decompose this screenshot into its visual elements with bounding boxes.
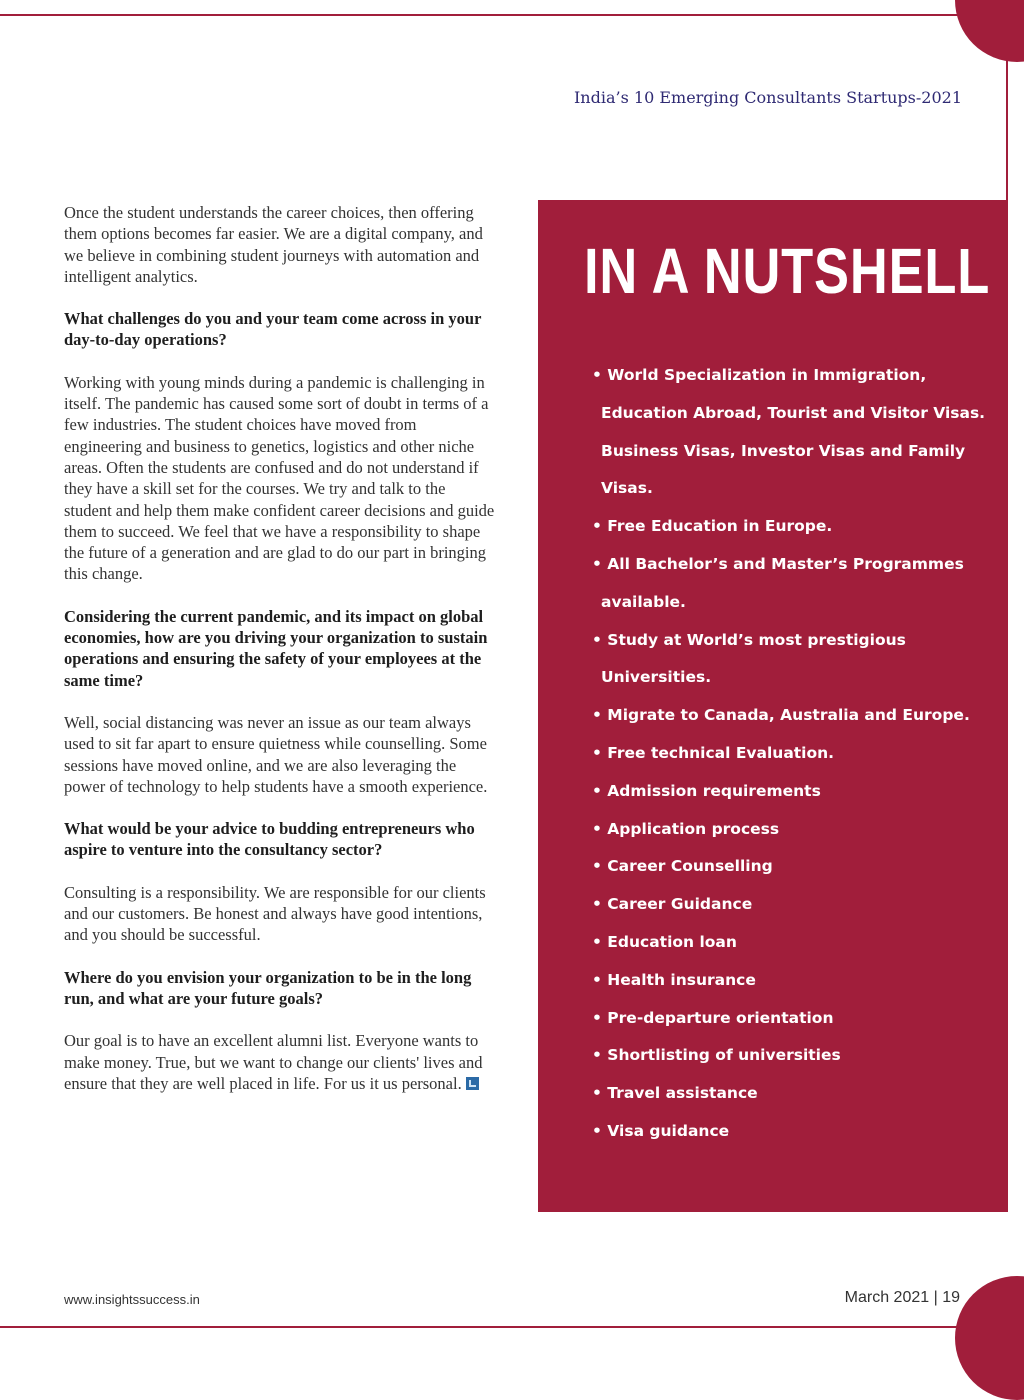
magazine-header-title: India’s 10 Emerging Consultants Startups-2021 [573, 88, 962, 107]
footer-page-number: March 2021 | 19 [844, 1289, 960, 1306]
interview-question: What challenges do you and your team come across in your day-to-day operations? [64, 309, 482, 350]
bottom-rule [0, 1326, 975, 1328]
right-edge-rule [1006, 40, 1008, 200]
list-item: • All Bachelor’s and Master’s Programmes [592, 554, 964, 573]
list-item: Business Visas, Investor Visas and Family [601, 441, 966, 460]
corner-circle-top [955, 0, 1024, 62]
list-item: • World Specialization in Immigration, [592, 366, 927, 384]
corner-circle-bottom [955, 1276, 1024, 1400]
list-item: • Free Education in Europe. [592, 517, 833, 536]
list-item: • Career Counselling [592, 857, 773, 876]
list-item: Universities. [601, 668, 712, 687]
footer-website: www.insightssuccess.in [64, 1292, 200, 1307]
list-item: • Shortlisting of universities [592, 1046, 841, 1065]
nutshell-panel [538, 200, 1008, 1212]
nutshell-title: IN A NUTSHELL [584, 235, 991, 307]
list-item: • Free technical Evaluation. [592, 743, 835, 762]
list-item: • Visa guidance [592, 1121, 730, 1140]
article-final-paragraph [64, 1030, 496, 1094]
list-item: • Health insurance [592, 970, 756, 989]
article-paragraph: Consulting is a responsibility. We are responsible for our clients and our customers. Be honest and always have good intentions, and you should be successful. [64, 882, 486, 945]
interview-question: Considering the current pandemic, and its impact on global economies, how are you driving your organization to sustain operations and ensuring the safety of your employees at the same time? [64, 606, 488, 690]
magazine-logo-icon [466, 1077, 479, 1090]
list-item: Education Abroad, Tourist and Visitor Visas. [601, 403, 986, 422]
list-item: • Admission requirements [592, 781, 821, 800]
interview-question: What would be your advice to budding entrepreneurs who aspire to venture into the consultancy sector? [64, 819, 475, 860]
top-rule [0, 14, 975, 16]
nutshell-list [592, 357, 1002, 1151]
article-paragraph: Once the student understands the career choices, then offering them options becomes far easier. We are a digital company, and we believe in combining student journeys with automation and intelligent analytics. [64, 203, 483, 286]
list-item: • Study at World’s most prestigious [592, 630, 906, 649]
list-item: • Education loan [592, 932, 737, 951]
article-body [64, 202, 496, 1115]
list-item: available. [601, 592, 686, 611]
article-paragraph: Working with young minds during a pandemic is challenging in itself. The pandemic has caused some sort of doubt in terms of a few industries. The student choices have moved from engineering and business to genetics, logistics and other niche areas. Often the students are confused and do not understand if they have a skill set for the courses. We try and talk to the student and help them make confident career decisions and guide them to succeed. We feel that we have a responsibility to shape the future of a generation and are glad to do our part in bringing this change. [64, 372, 495, 584]
article-paragraph: Well, social distancing was never an issue as our team always used to sit far apart to ensure quietness while counselling. Some sessions have moved online, and we are also leveraging the power of technology to help students have a smooth experience. [64, 712, 488, 796]
interview-question: Where do you envision your organization to be in the long run, and what are your future goals? [64, 967, 472, 1008]
list-item: • Pre-departure orientation [592, 1008, 834, 1027]
list-item: • Travel assistance [592, 1084, 758, 1103]
list-item: • Career Guidance [592, 895, 753, 914]
list-item: • Migrate to Canada, Australia and Europe. [592, 706, 970, 725]
list-item: Visas. [601, 479, 653, 498]
article-final-text: Our goal is to have an excellent alumni list. Everyone wants to make money. True, but we want to change our clients' lives and ensure that they are well placed in life. For us it us personal. [64, 1031, 483, 1093]
list-item: • Application process [592, 819, 780, 838]
